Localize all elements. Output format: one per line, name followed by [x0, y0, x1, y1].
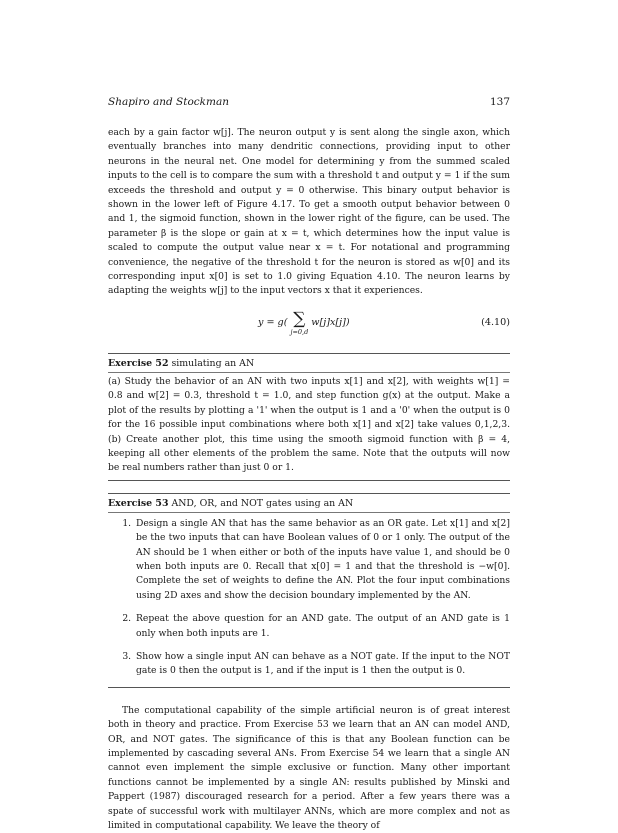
exercise-52-box — [108, 353, 510, 481]
exercise-52-label: Exercise 52 — [108, 357, 169, 369]
exercise-53-box — [108, 493, 510, 688]
equation-body: w[j]x[j]) — [311, 317, 350, 329]
exercise-52-text: (a) Study the behavior of an AN with two inputs x[1] and x[2], with weights w[1] = 0.8 and w[2] = 0.3, threshold t = 1.0, and step function g(x) at the output. Make a plot of the results by plotting a '1' when the output is 1 and a '0' when the output is 0 for the 16 possible input combinations where both x[1] and x[2] take values 0,1,2,3. (b) Create another plot, this time using the smooth sigmoid function with β = 4, keeping all other elements of the problem the same. Note that the outputs will now be real numbers rather than just 0 or 1. — [108, 375, 510, 474]
closing-paragraph: The computational capability of the simple artificial neuron is of great interest both in theory and practice. From Exercise 53 we learn that an AN can model AND, OR, and NOT gates. The significance of this is that any Boolean function can be implemented by cascading several ANs. From Exercise 54 we learn that a single AN cannot even implement the simple exclusive or function. Many other important functions cannot be implemented by a single AN: results published by Minski and Pappert (1987) discouraged research for a period. After a few years there was a spate of successful work with multilayer ANNs, which are more complex and not as limited in computational capability. We leave the theory of — [108, 704, 510, 832]
page-body — [108, 96, 510, 833]
equation-number: (4.10) — [481, 317, 510, 329]
summation-symbol: ∑ — [293, 308, 306, 329]
exercise-53-list — [108, 517, 510, 679]
exercise-53-heading: AND, OR, and NOT gates using an AN — [171, 497, 354, 509]
equation-expression — [258, 308, 350, 336]
running-header — [108, 96, 510, 108]
exercise-53-item-and: 2. Repeat the above question for an AND gate. The output of an AND gate is 1 only when both inputs are 1. — [134, 612, 510, 641]
exercise-52-heading: simulating an AN — [171, 357, 255, 369]
summation — [290, 308, 309, 336]
page-number: 137 — [489, 96, 510, 108]
exercise-53-item-not: 3. Show how a single input AN can behave as a NOT gate. If the input to the NOT gate is 0 then the output is 1, and if the input is 1 then the output is 0. — [134, 650, 510, 679]
intro-paragraph: each by a gain factor w[j]. The neuron output y is sent along the single axon, which eventually branches into many dendritic connections, providing input to other neurons in the neural net. One model for determining y from the summed scaled inputs to the cell is to compare the sum with a threshold t and output y = 1 if the sum exceeds the threshold and output y = 0 otherwise. This binary output behavior is shown in the lower left of Figure 4.17. To get a smooth output behavior between 0 and 1, the sigmoid function, shown in the lower right of the figure, can be used. The parameter β is the slope or gain at x = t, which determines how the input value is scaled to compute the output value near x = t. For notational and programming convenience, the negative of the threshold t for the neuron is stored as w[0] and its corresponding input x[0] is set to 1.0 giving Equation 4.10. The neuron learns by adapting the weights w[j] to the input vectors x that it experiences. — [108, 127, 510, 297]
summation-subscript: j=0,d — [290, 327, 309, 336]
exercise-52-title — [108, 357, 510, 373]
equation-lhs: y = g( — [258, 317, 288, 329]
equation-4-10 — [108, 305, 510, 341]
exercise-53-label: Exercise 53 — [108, 497, 169, 509]
exercise-53-title — [108, 497, 510, 513]
running-header-authors: Shapiro and Stockman — [108, 96, 230, 108]
exercise-53-item-or: 1. Design a single AN that has the same behavior as an OR gate. Let x[1] and x[2] be the two inputs that can have Boolean values of 0 or 1 only. The output of the AN should be 1 when either or both of the inputs have value 1, and should be 0 when both inputs are 0. Recall that x[0] = 1 and that the threshold is −w[0]. Complete the set of weights to define the AN. Plot the four input combinations using 2D axes and show the decision boundary implemented by the AN. — [134, 517, 510, 603]
